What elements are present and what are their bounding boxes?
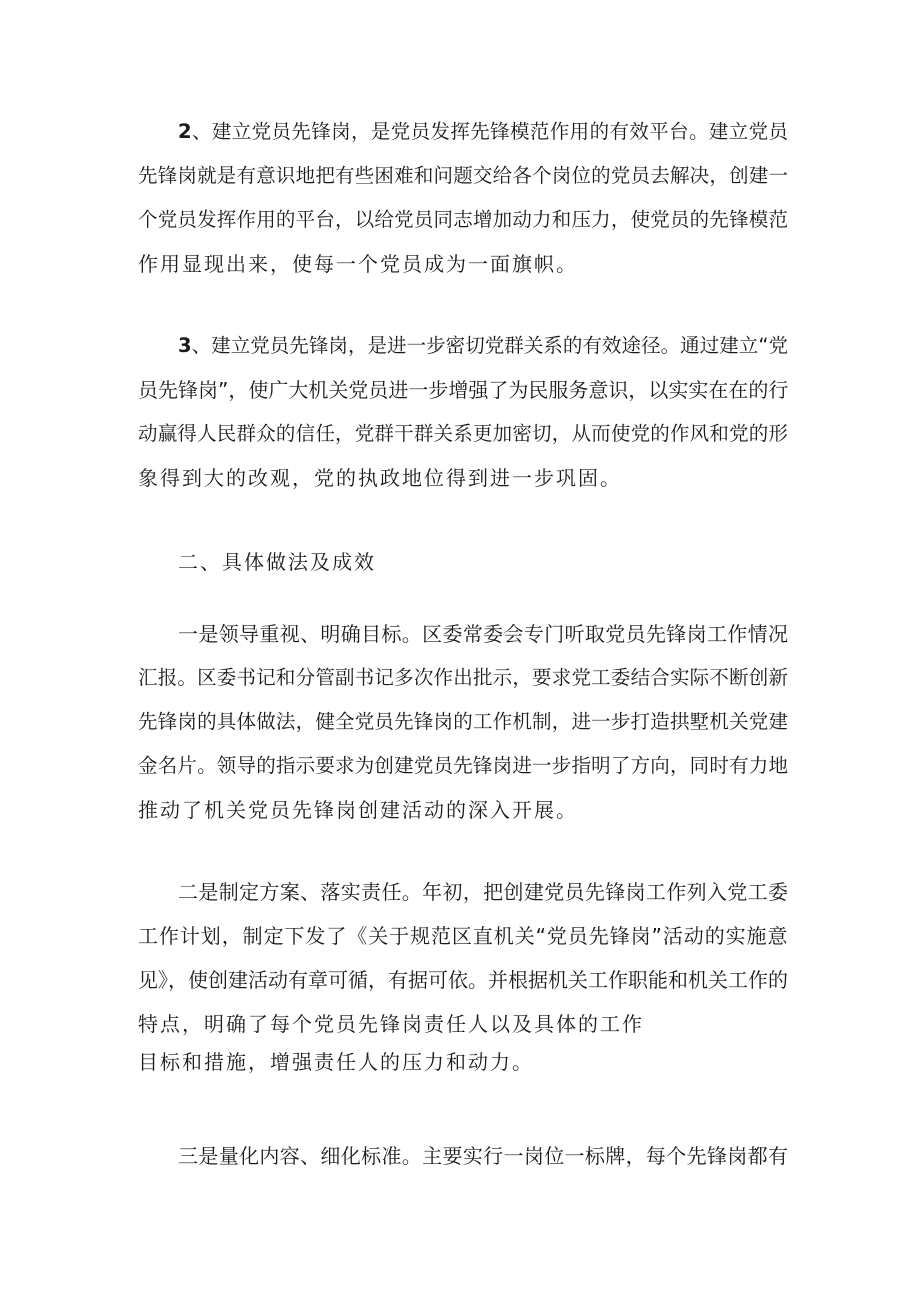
paragraph-5 [138, 870, 788, 1046]
paragraph-6 [138, 1040, 788, 1084]
paragraph-2-line-4: 象得到大的改观，党的执政地位得到进一步巩固。 [138, 466, 622, 490]
paragraph-5-line-2: 工作计划，制定下发了《关于规范区直机关“党员先锋岗”活动的实施意 [138, 924, 788, 948]
paragraph-1-line-1: 2、建立党员先锋岗，是党员发挥先锋模范作用的有效平台。建立党员 [178, 120, 788, 143]
paragraph-5-line-4: 特点，明确了每个党员先锋岗责任人以及具体的工作 [138, 1012, 644, 1036]
paragraph-7 [138, 1134, 788, 1178]
paragraph-2 [138, 324, 788, 500]
paragraph-1-line-3: 个党员发挥作用的平台，以给党员同志增加动力和压力，使党员的先锋模范 [138, 208, 788, 231]
paragraph-1 [138, 110, 788, 286]
paragraph-2-line-2: 员先锋岗”，使广大机关党员进一步增强了为民服务意识，以实实在在的行 [138, 378, 789, 402]
paragraph-5-line-3: 见》，使创建活动有章可循，有据可依。并根据机关工作职能和机关工作的 [138, 968, 788, 992]
paragraph-4-line-3: 先锋岗的具体做法，健全党员先锋岗的工作机制，进一步打造拱墅机关党建 [138, 710, 788, 733]
paragraph-2-number: 3 [178, 334, 192, 357]
paragraph-4-line-4: 金名片。领导的指示要求为创建党员先锋岗进一步指明了方向，同时有力地 [138, 754, 788, 777]
section-heading [138, 540, 788, 584]
paragraph-1-number: 2 [178, 120, 192, 143]
paragraph-2-line-3: 动赢得人民群众的信任，党群干群关系更加密切，从而使党的作风和党的形 [138, 422, 788, 445]
paragraph-1-line-4: 作用显现出来，使每一个党员成为一面旗帜。 [138, 252, 578, 276]
section-heading-text: 二、具体做法及成效 [178, 550, 376, 574]
paragraph-5-line-1: 二是制定方案、落实责任。年初，把创建党员先锋岗工作列入党工委 [178, 880, 788, 904]
paragraph-2-line-1: 3、建立党员先锋岗，是进一步密切党群关系的有效途径。通过建立“党 [178, 334, 788, 357]
paragraph-6-line-1: 目标和措施，增强责任人的压力和动力。 [138, 1050, 534, 1074]
paragraph-1-line-2: 先锋岗就是有意识地把有些困难和问题交给各个岗位的党员去解决，创建一 [138, 164, 788, 187]
paragraph-4 [138, 612, 788, 832]
paragraph-4-line-2: 汇报。区委书记和分管副书记多次作出批示，要求党工委结合实际不断创新 [138, 666, 788, 689]
paragraph-7-line-1: 三是量化内容、细化标准。主要实行一岗位一标牌，每个先锋岗都有 [178, 1144, 788, 1168]
paragraph-4-line-1: 一是领导重视、明确目标。区委常委会专门听取党员先锋岗工作情况 [178, 622, 788, 646]
paragraph-4-line-5: 推动了机关党员先锋岗创建活动的深入开展。 [138, 798, 578, 822]
